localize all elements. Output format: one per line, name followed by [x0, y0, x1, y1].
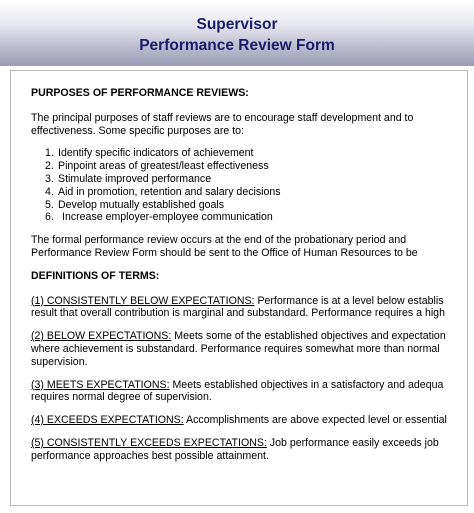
- document-header: [0, 0, 474, 66]
- purposes-closing-line-1: The formal performance review occurs at the end of the probationary period and: [31, 234, 407, 247]
- definition-below: (2) BELOW EXPECTATIONS: Meets some of the established objectives and expectation where achievement is substandard. Performance requires somewhat more than normal supervision.: [31, 330, 446, 368]
- purposes-closing-line-2: Performance Review Form should be sent to the Office of Human Resources to be: [31, 246, 418, 259]
- document-body: [31, 87, 468, 463]
- list-item: 6. Increase employer-employee communication: [45, 211, 273, 224]
- list-item: 4. Aid in promotion, retention and salary decisions: [45, 185, 281, 198]
- purposes-intro-line-2: effectiveness. Some specific purposes are to:: [31, 124, 244, 137]
- purposes-list: [31, 147, 468, 224]
- definition-term: (1) CONSISTENTLY BELOW EXPECTATIONS:: [31, 294, 255, 307]
- list-item: 3. Stimulate improved performance: [45, 172, 212, 185]
- document-title: Supervisor: [196, 16, 278, 33]
- purposes-heading: PURPOSES OF PERFORMANCE REVIEWS:: [31, 87, 249, 99]
- definition-exceeds: (4) EXCEEDS EXPECTATIONS: Accomplishments are above expected level or essential: [31, 414, 447, 427]
- list-item: 1. Identify specific indicators of achievement: [45, 147, 254, 160]
- document-page: [10, 70, 468, 506]
- definition-meets: (3) MEETS EXPECTATIONS: Meets established objectives in a satisfactory and adequa requires normal degree of supervision.: [31, 378, 444, 404]
- list-item: 5. Develop mutually established goals: [45, 198, 225, 211]
- purposes-intro-line-1: The principal purposes of staff reviews are to encourage staff development and to: [31, 111, 414, 124]
- definition-term: (4) EXCEEDS EXPECTATIONS:: [31, 414, 184, 427]
- definition-term: (3) MEETS EXPECTATIONS:: [31, 378, 170, 391]
- definition-consistently-exceeds: (5) CONSISTENTLY EXCEEDS EXPECTATIONS: Job performance easily exceeds job performance approaches best possible attainment.: [31, 436, 439, 462]
- list-item: 2. Pinpoint areas of greatest/least effectiveness: [45, 160, 269, 173]
- document-subtitle: Performance Review Form: [139, 37, 335, 54]
- definition-term: (2) BELOW EXPECTATIONS:: [31, 330, 172, 343]
- definitions-heading: DEFINITIONS OF TERMS:: [31, 269, 160, 282]
- definition-consistently-below: (1) CONSISTENTLY BELOW EXPECTATIONS: Performance is at a level below establis result that overall contribution is marginal and substandard. Performance requires a high: [31, 294, 445, 320]
- definition-term: (5) CONSISTENTLY EXCEEDS EXPECTATIONS:: [31, 436, 267, 449]
